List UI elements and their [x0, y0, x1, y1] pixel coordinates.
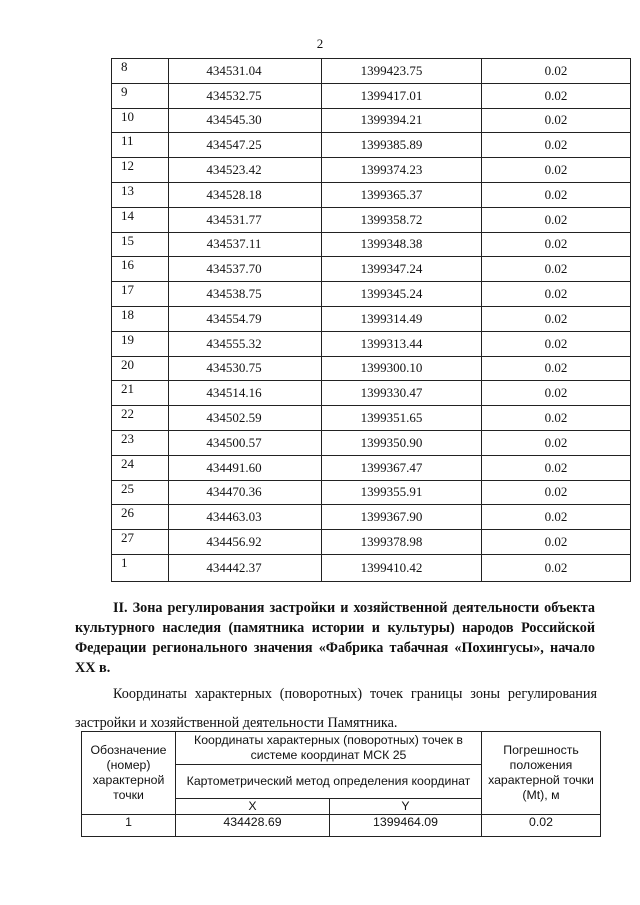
cell-y: 1399464.09: [330, 815, 482, 837]
cell-error: 0.02: [482, 505, 631, 530]
cell-error: 0.02: [482, 430, 631, 455]
cell-y: 1399378.98: [322, 530, 482, 555]
cell-error: 0.02: [482, 356, 631, 381]
cell-x: 434530.75: [169, 356, 322, 381]
table-row: [112, 282, 631, 307]
cell-error: 0.02: [482, 207, 631, 232]
cell-point-number: 12: [112, 158, 169, 183]
cell-x: 434463.03: [169, 505, 322, 530]
cell-x: 434491.60: [169, 455, 322, 480]
cell-point-number: 15: [112, 232, 169, 257]
cell-y: 1399314.49: [322, 306, 482, 331]
cell-error: 0.02: [482, 257, 631, 282]
cell-y: 1399417.01: [322, 83, 482, 108]
table-row: [112, 207, 631, 232]
cell-x: 434532.75: [169, 83, 322, 108]
cell-error: 0.02: [482, 554, 631, 581]
cell-x: 434528.18: [169, 182, 322, 207]
cell-error: 0.02: [482, 306, 631, 331]
header-point-id: Обозначение (номер) характерной точки: [82, 732, 176, 815]
cell-y: 1399330.47: [322, 381, 482, 406]
cell-point-number: 19: [112, 331, 169, 356]
cell-y: 1399367.90: [322, 505, 482, 530]
cell-y: 1399313.44: [322, 331, 482, 356]
cell-y: 1399365.37: [322, 182, 482, 207]
cell-point-number: 23: [112, 430, 169, 455]
cell-point-number: 1: [112, 554, 169, 581]
cell-error: 0.02: [482, 182, 631, 207]
cell-error: 0.02: [482, 158, 631, 183]
cell-point-number: 25: [112, 480, 169, 505]
cell-error: 0.02: [482, 133, 631, 158]
cell-point-number: 8: [112, 59, 169, 84]
cell-point-number: 16: [112, 257, 169, 282]
table-row: [112, 406, 631, 431]
cell-point-number: 11: [112, 133, 169, 158]
cell-point-number: 27: [112, 530, 169, 555]
cell-point-number: 9: [112, 83, 169, 108]
cell-error: 0.02: [482, 480, 631, 505]
cell-point-number: 17: [112, 282, 169, 307]
cell-x: 434502.59: [169, 406, 322, 431]
cell-y: 1399367.47: [322, 455, 482, 480]
cell-point-number: 20: [112, 356, 169, 381]
cell-error: 0.02: [482, 59, 631, 84]
cell-x: 434538.75: [169, 282, 322, 307]
cell-point-number: 10: [112, 108, 169, 133]
cell-point-number: 22: [112, 406, 169, 431]
cell-x: 434523.42: [169, 158, 322, 183]
table-row: [112, 480, 631, 505]
table-row: [112, 530, 631, 555]
table-row: [112, 455, 631, 480]
table-row: [112, 182, 631, 207]
table-row: [112, 306, 631, 331]
cell-point-number: 13: [112, 182, 169, 207]
page-number: 2: [316, 36, 324, 51]
cell-point-number: 1: [82, 815, 176, 837]
cell-y: 1399350.90: [322, 430, 482, 455]
table-header-row: [82, 732, 601, 765]
paragraph-text: Координаты характерных (поворотных) точек границы зоны регулирования застройки и хозяйственной деятельности Памятника.: [75, 686, 597, 731]
coordinates-table: [111, 58, 631, 582]
header-y: Y: [330, 798, 482, 814]
cell-y: 1399410.42: [322, 554, 482, 581]
cell-error: 0.02: [482, 108, 631, 133]
cell-error: 0.02: [482, 331, 631, 356]
table-row: [112, 356, 631, 381]
cell-error: 0.02: [482, 282, 631, 307]
table-row: [112, 505, 631, 530]
header-x: X: [176, 798, 330, 814]
cell-x: 434537.11: [169, 232, 322, 257]
cell-y: 1399358.72: [322, 207, 482, 232]
cell-x: 434537.70: [169, 257, 322, 282]
cell-y: 1399351.65: [322, 406, 482, 431]
cell-y: 1399300.10: [322, 356, 482, 381]
cell-x: 434547.25: [169, 133, 322, 158]
cell-point-number: 26: [112, 505, 169, 530]
table-row: [112, 554, 631, 581]
table-row: [112, 133, 631, 158]
table-row: [82, 815, 601, 837]
cell-x: 434428.69: [176, 815, 330, 837]
table-row: [112, 257, 631, 282]
cell-y: 1399348.38: [322, 232, 482, 257]
cell-x: 434531.04: [169, 59, 322, 84]
table-row: [112, 158, 631, 183]
cell-y: 1399385.89: [322, 133, 482, 158]
cell-point-number: 14: [112, 207, 169, 232]
header-coordinates: Координаты характерных (поворотных) точек в системе координат МСК 25: [176, 732, 482, 765]
cell-error: 0.02: [482, 83, 631, 108]
cell-y: 1399394.21: [322, 108, 482, 133]
cell-y: 1399374.23: [322, 158, 482, 183]
cell-x: 434470.36: [169, 480, 322, 505]
cell-y: 1399355.91: [322, 480, 482, 505]
cell-error: 0.02: [482, 530, 631, 555]
header-error: Погрешность положения характерной точки (Mt), м: [482, 732, 601, 815]
table-row: [112, 381, 631, 406]
table-row: [112, 331, 631, 356]
cell-x: 434554.79: [169, 306, 322, 331]
cell-x: 434514.16: [169, 381, 322, 406]
cell-y: 1399345.24: [322, 282, 482, 307]
table-row: [112, 59, 631, 84]
table-row: [112, 83, 631, 108]
cell-x: 434500.57: [169, 430, 322, 455]
cell-x: 434545.30: [169, 108, 322, 133]
cell-point-number: 18: [112, 306, 169, 331]
table-row: [112, 108, 631, 133]
cell-error: 0.02: [482, 455, 631, 480]
cell-x: 434456.92: [169, 530, 322, 555]
cell-x: 434531.77: [169, 207, 322, 232]
table-row: [112, 430, 631, 455]
cell-x: 434442.37: [169, 554, 322, 581]
cell-error: 0.02: [482, 381, 631, 406]
cell-error: 0.02: [482, 815, 601, 837]
section-heading: II. Зона регулирования застройки и хозяйственной деятельности объекта культурного наследия (памятника истории и культуры) народов Российской Федерации регионального значения «Фабрика табачная «Похингусы», начало XX в.: [75, 600, 595, 676]
cell-point-number: 21: [112, 381, 169, 406]
cell-error: 0.02: [482, 406, 631, 431]
cell-y: 1399347.24: [322, 257, 482, 282]
cell-point-number: 24: [112, 455, 169, 480]
table-row: [112, 232, 631, 257]
zone-coordinates-table: [81, 731, 601, 837]
cell-error: 0.02: [482, 232, 631, 257]
cell-x: 434555.32: [169, 331, 322, 356]
header-method: Картометрический метод определения координат: [176, 765, 482, 798]
cell-y: 1399423.75: [322, 59, 482, 84]
